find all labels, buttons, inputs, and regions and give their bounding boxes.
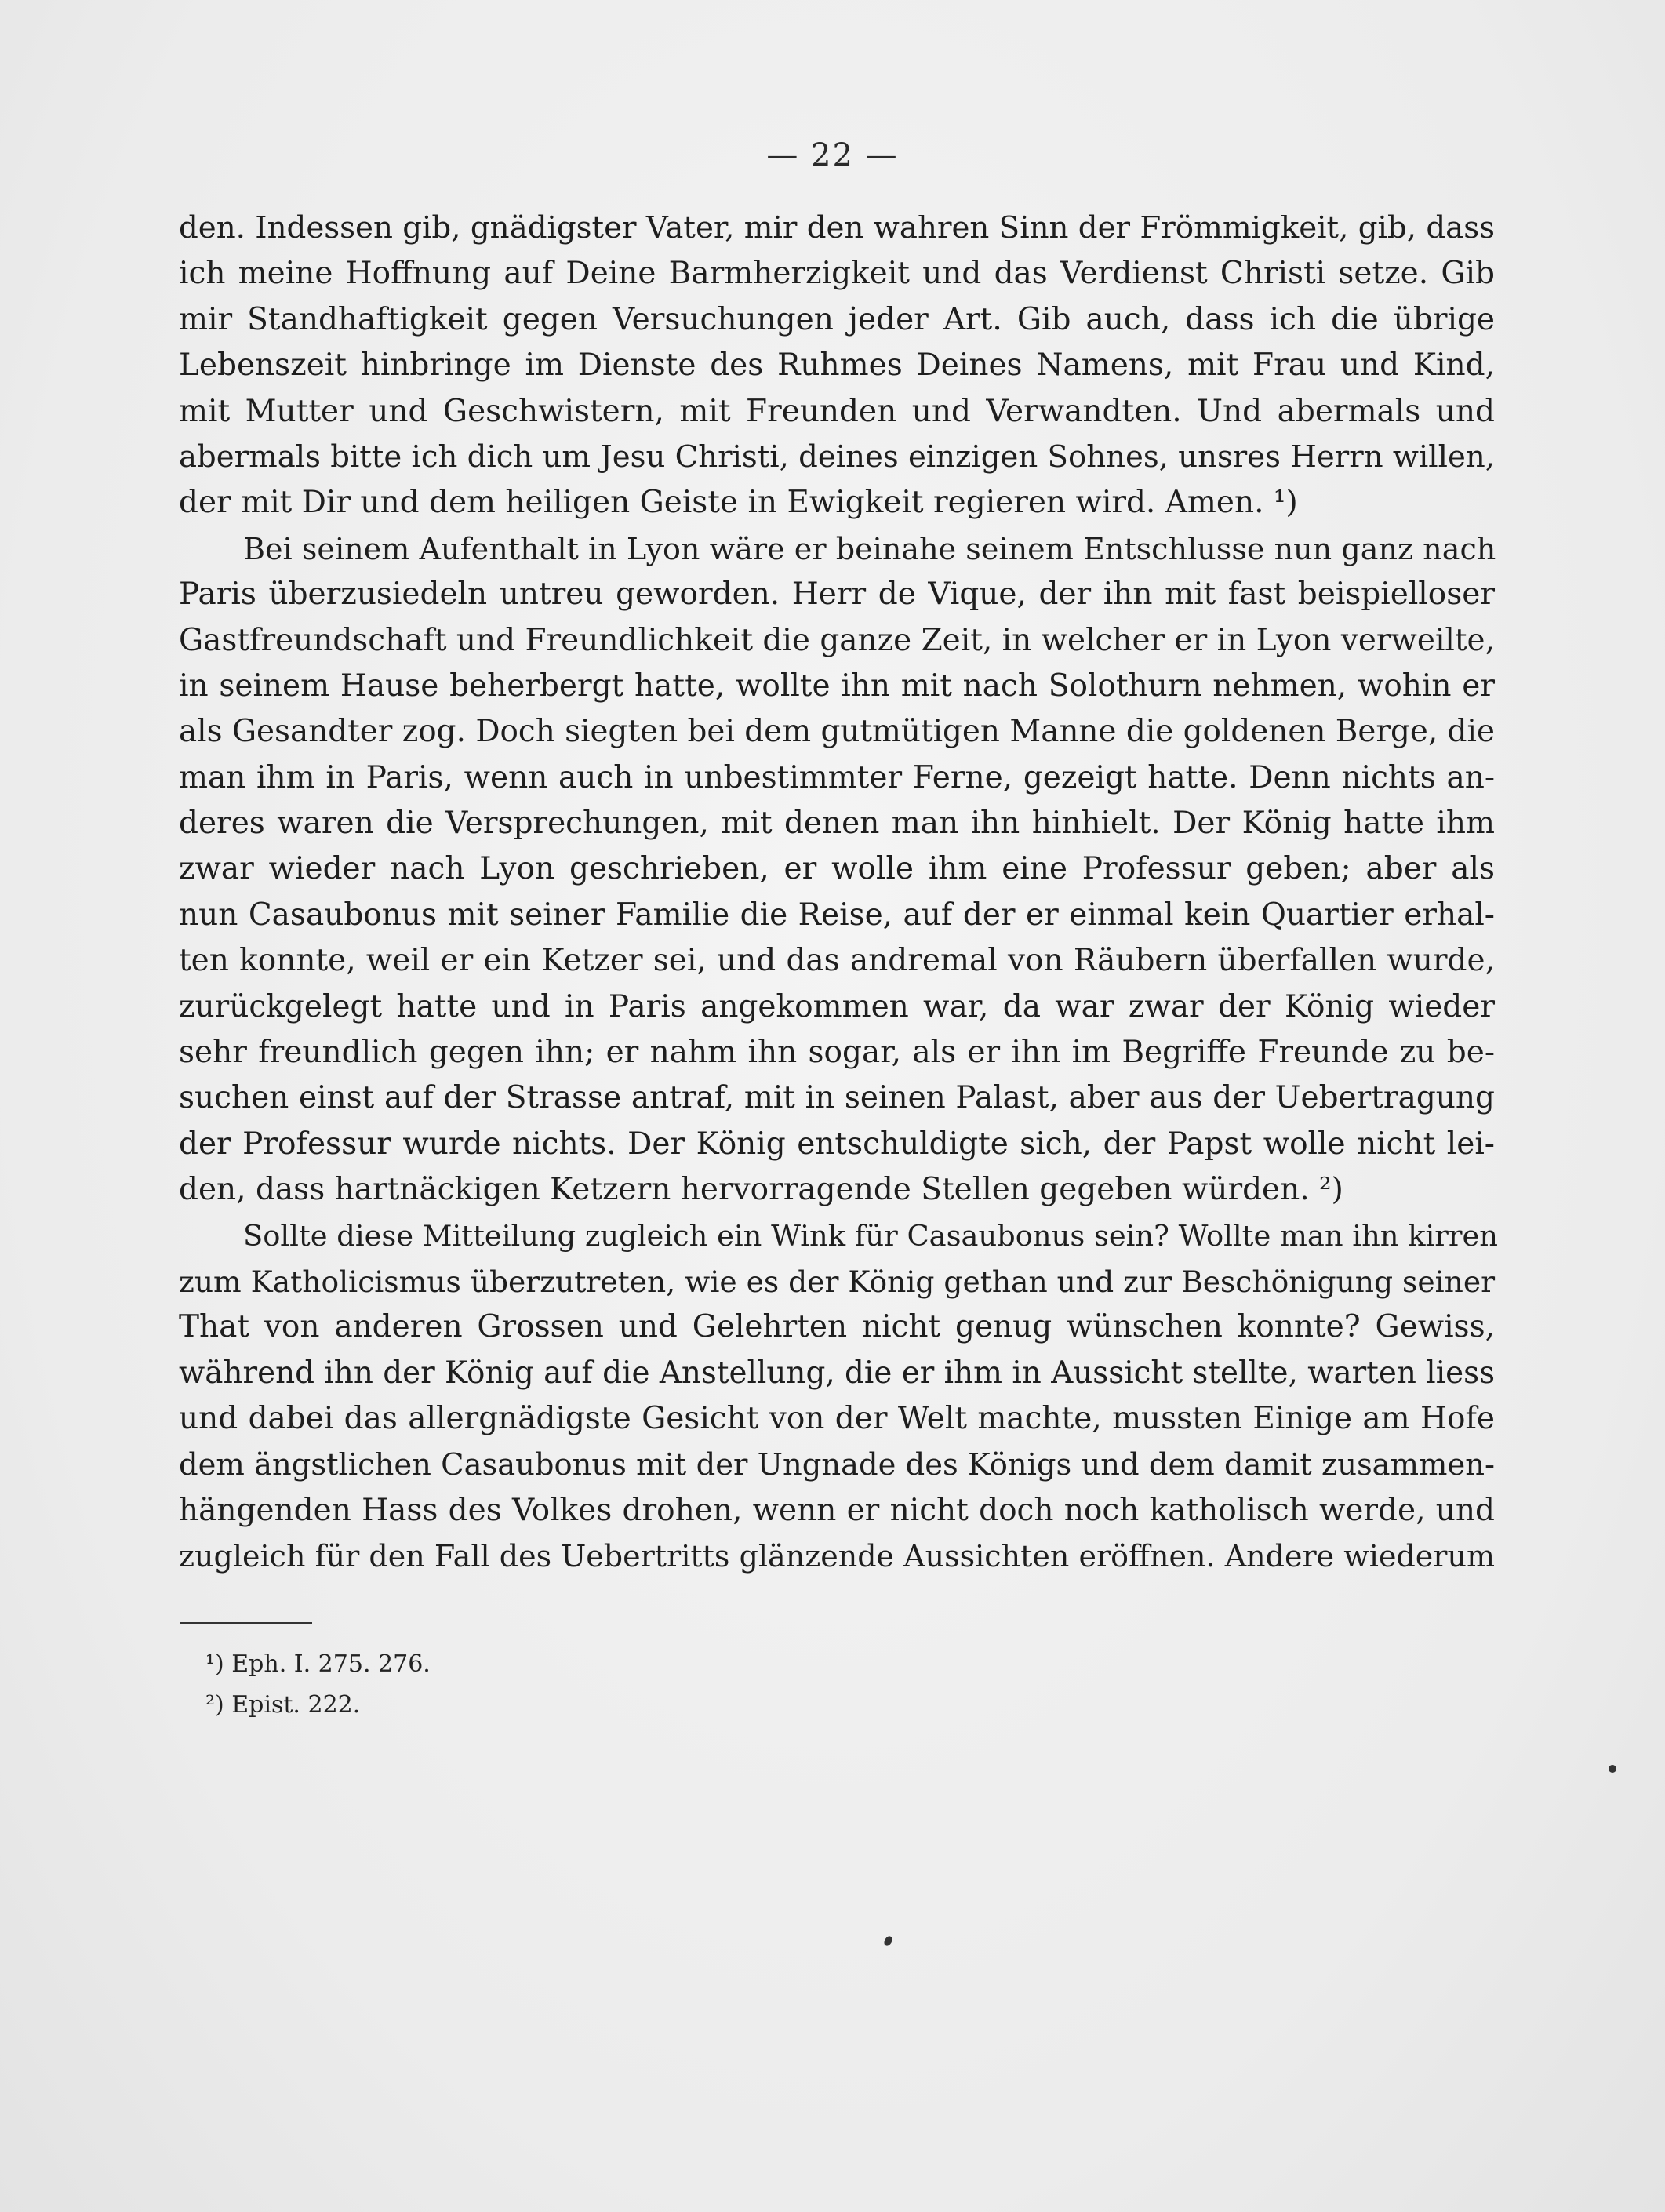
text-line: Paris überzusiedeln untreu geworden. Herr de Vique, der ihn mit fast beispielloser <box>179 577 1495 613</box>
text-line: der mit Dir und dem heiligen Geiste in Ewigkeit regieren wird. Amen. ¹) <box>179 485 1298 521</box>
text-line: ten konnte, weil er ein Ketzer sei, und das andremal von Räubern überfallen wurde, <box>179 943 1495 979</box>
text-line: man ihm in Paris, wenn auch in unbestimmter Ferne, gezeigt hatte. Denn nichts an- <box>179 759 1495 795</box>
text-line: ich meine Hoffnung auf Deine Barmherzigkeit und das Verdienst Christi setze. Gib <box>179 256 1495 292</box>
text-line: zum Katholicismus überzutreten, wie es der König gethan und zur Beschönigung seiner <box>179 1264 1496 1299</box>
text-line: Bei seinem Aufenthalt in Lyon wäre er beinahe seinem Entschlusse nun ganz nach <box>243 531 1496 566</box>
text-line: Lebenszeit hinbringe im Dienste des Ruhmes Deines Namens, mit Frau und Kind, <box>179 347 1495 384</box>
text-line: Sollte diese Mitteilung zugleich ein Wink für Casaubonus sein? Wollte man ihn kirren <box>243 1218 1499 1253</box>
text-line: suchen einst auf der Strasse antraf, mit in seinen Palast, aber aus der Uebertragung <box>179 1080 1495 1116</box>
text-line: zugleich für den Fall des Uebertritts glänzende Aussichten eröffnen. Andere wiederum <box>179 1539 1495 1574</box>
body-text <box>179 206 1499 1580</box>
text-line: dem ängstlichen Casaubonus mit der Ungnade des Königs und dem damit zusammen- <box>179 1446 1495 1483</box>
text-line: als Gesandter zog. Doch siegten bei dem gutmütigen Manne die goldenen Berge, die <box>179 714 1495 750</box>
text-line: zurückgelegt hatte und in Paris angekommen war, da war zwar der König wieder <box>179 988 1495 1024</box>
text-line: abermals bitte ich dich um Jesu Christi, deines einzigen Sohnes, unsres Herrn willen, <box>179 438 1495 475</box>
text-line: mit Mutter und Geschwistern, mit Freunden und Verwandten. Und abermals und <box>179 393 1495 429</box>
text-line: nun Casaubonus mit seiner Familie die Reise, auf der er einmal kein Quartier erhal- <box>179 897 1495 933</box>
page-number: — 22 — <box>766 137 899 173</box>
text-line: hängenden Hass des Volkes drohen, wenn er nicht doch noch katholisch werde, und <box>179 1492 1495 1528</box>
footnotes <box>205 1644 431 1726</box>
text-line: während ihn der König auf die Anstellung, die er ihm in Aussicht stellte, warten liess <box>179 1355 1496 1391</box>
text-line: Gastfreundschaft und Freundlichkeit die ganze Zeit, in welcher er in Lyon verweilte, <box>179 622 1495 658</box>
text-line: der Professur wurde nichts. Der König entschuldigte sich, der Papst wolle nicht lei- <box>179 1126 1495 1162</box>
ink-speck <box>1609 1765 1616 1773</box>
text-line: mir Standhaftigkeit gegen Versuchungen jeder Art. Gib auch, dass ich die übrige <box>179 301 1495 337</box>
text-line: That von anderen Grossen und Gelehrten nicht genug wünschen konnte? Gewiss, <box>179 1309 1495 1345</box>
text-line: in seinem Hause beherbergt hatte, wollte ihn mit nach Solothurn nehmen, wohin er <box>179 668 1495 704</box>
text-line: den, dass hartnäckigen Ketzern hervorragende Stellen gegeben würden. ²) <box>179 1172 1343 1208</box>
text-line: den. Indessen gib, gnädigster Vater, mir den wahren Sinn der Frömmigkeit, gib, dass <box>179 210 1495 246</box>
text-line: sehr freundlich gegen ihn; er nahm ihn sogar, als er ihn im Begriffe Freunde zu be- <box>179 1035 1495 1071</box>
text-line: zwar wieder nach Lyon geschrieben, er wolle ihm eine Professur geben; aber als <box>179 851 1495 887</box>
footnote: ¹) Eph. I. 275. 276. <box>205 1650 431 1678</box>
ink-speck <box>882 1935 893 1948</box>
text-line: deres waren die Versprechungen, mit denen man ihn hinhielt. Der König hatte ihm <box>179 806 1495 842</box>
text-line: und dabei das allergnädigste Gesicht von der Welt machte, mussten Einige am Hofe <box>179 1401 1495 1437</box>
footnote-rule <box>180 1622 312 1624</box>
footnote: ²) Epist. 222. <box>205 1691 361 1719</box>
